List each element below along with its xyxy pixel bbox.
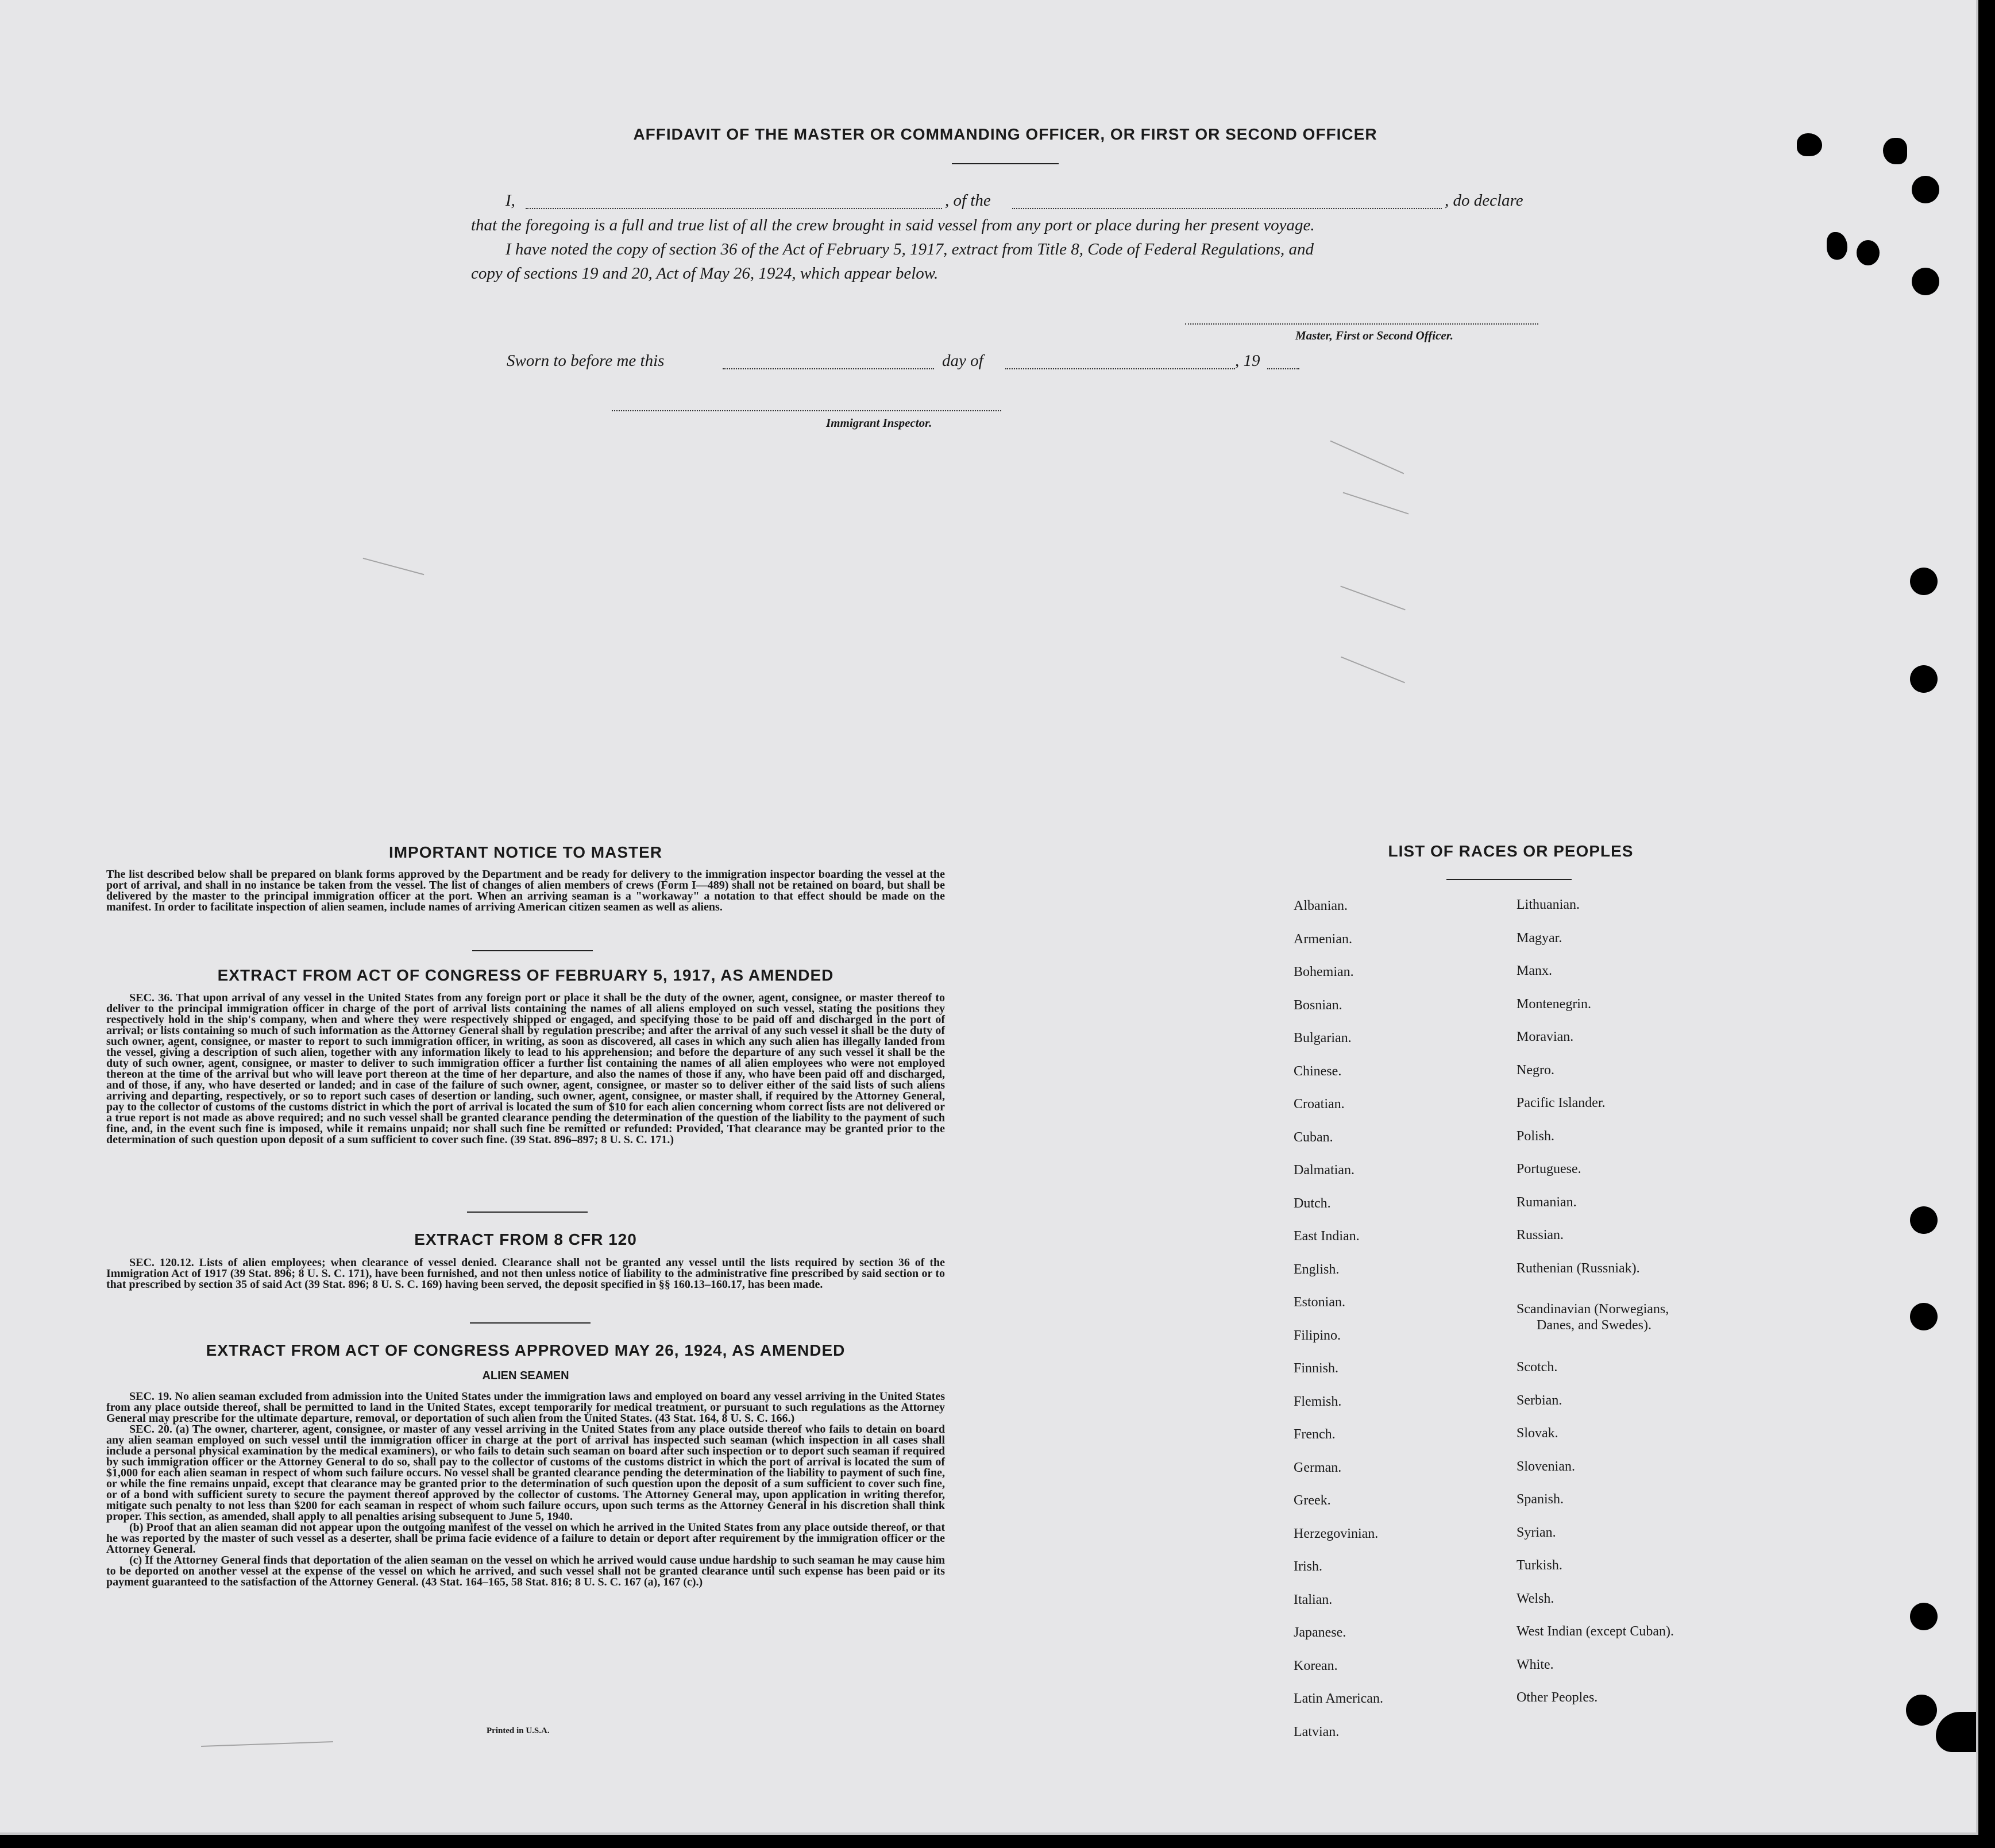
race-item: Dalmatian. bbox=[1294, 1163, 1355, 1178]
race-item: Bosnian. bbox=[1294, 998, 1342, 1013]
master-signature-line[interactable] bbox=[1185, 323, 1538, 325]
binder-hole-icon bbox=[1827, 232, 1847, 260]
pen-mark bbox=[363, 558, 425, 575]
race-item: Greek. bbox=[1294, 1493, 1331, 1508]
extract-1924-title: EXTRACT FROM ACT OF CONGRESS APPROVED MAY 26, 1924, AS AMENDED bbox=[206, 1341, 846, 1359]
race-item: West Indian (except Cuban). bbox=[1516, 1624, 1674, 1639]
race-item: Slovak. bbox=[1516, 1426, 1558, 1441]
binder-hole-icon bbox=[1797, 133, 1822, 156]
extract-cfr-rule bbox=[470, 1322, 591, 1324]
printed-in-usa: Printed in U.S.A. bbox=[487, 1726, 550, 1735]
binder-hole-icon bbox=[1910, 568, 1938, 595]
race-item: Turkish. bbox=[1516, 1558, 1562, 1573]
race-item: Finnish. bbox=[1294, 1361, 1339, 1376]
extract-1917-title: EXTRACT FROM ACT OF CONGRESS OF FEBRUARY 5, 1917, AS AMENDED bbox=[217, 966, 834, 984]
inspector-signature-line[interactable] bbox=[612, 410, 1001, 411]
race-item: Albanian. bbox=[1294, 898, 1348, 913]
pen-mark bbox=[201, 1741, 333, 1747]
race-item: East Indian. bbox=[1294, 1229, 1360, 1244]
race-item: Magyar. bbox=[1516, 931, 1562, 946]
race-item: Scandinavian (Norwegians, bbox=[1516, 1302, 1669, 1317]
affidavit-title: AFFIDAVIT OF THE MASTER OR COMMANDING OFFICER, OR FIRST OR SECOND OFFICER bbox=[633, 125, 1377, 143]
race-item: Armenian. bbox=[1294, 932, 1352, 947]
binder-hole-icon bbox=[1910, 665, 1938, 693]
extract-cfr-text: SEC. 120.12. Lists of alien employees; when clearance of vessel denied. Clearance shall not be granted any vessel until the lists required by section 36 of the Immigration Act of 1917 (39 Stat. 896; 8 U. S. C. 171), have been furnished, and not then unless notice of liability to the administrative fine prescribed by said section or to that prescribed by section 35 of said Act (39 Stat. 896; 8 U. S. C. 169) having been served, the deposit specified in §§ 160.13–160.17, has been made. bbox=[106, 1256, 945, 1291]
master-signature-label: Master, First or Second Officer. bbox=[1295, 329, 1453, 342]
race-item: Welsh. bbox=[1516, 1591, 1554, 1606]
year-text: , 19 bbox=[1235, 352, 1260, 370]
race-item: Spanish. bbox=[1516, 1492, 1564, 1507]
race-item: Flemish. bbox=[1294, 1394, 1342, 1409]
races-title: LIST OF RACES OR PEOPLES bbox=[1388, 842, 1634, 860]
race-item: Serbian. bbox=[1516, 1393, 1562, 1408]
race-item: Estonian. bbox=[1294, 1295, 1345, 1310]
race-item: Pacific Islander. bbox=[1516, 1095, 1606, 1110]
inspector-signature-label: Immigrant Inspector. bbox=[826, 416, 932, 430]
race-item: Negro. bbox=[1516, 1063, 1554, 1078]
day-of-text: day of bbox=[942, 352, 983, 370]
race-item: Filipino. bbox=[1294, 1328, 1341, 1343]
race-item: Japanese. bbox=[1294, 1625, 1346, 1640]
affidavit-i: I, bbox=[505, 191, 515, 210]
notice-rule bbox=[472, 950, 593, 951]
race-item: Slovenian. bbox=[1516, 1459, 1575, 1474]
race-item: Montenegrin. bbox=[1516, 997, 1591, 1012]
race-item: Russian. bbox=[1516, 1228, 1564, 1243]
race-item: Ruthenian (Russniak). bbox=[1516, 1261, 1640, 1276]
race-item: French. bbox=[1294, 1427, 1336, 1442]
sec-20b-text: (b) Proof that an alien seaman did not appear upon the outgoing manifest of the vessel on which he arrived in the United States from any place outside thereof, or that he was reported by the master of such vessel as a deserter, shall be prima facie evidence of a failure to detain or deport after requirement by the immigration officer or the Attorney General. bbox=[106, 1521, 945, 1556]
sworn-month-field[interactable] bbox=[1005, 368, 1235, 369]
affidavit-line-2: that the foregoing is a full and true list of all the crew brought in said vessel from any port or place during her present voyage. bbox=[471, 216, 1315, 234]
sworn-year-field[interactable] bbox=[1267, 368, 1299, 369]
binder-hole-icon bbox=[1906, 1695, 1937, 1726]
race-item: Other Peoples. bbox=[1516, 1690, 1598, 1705]
binder-hole-icon bbox=[1883, 138, 1907, 164]
affidavit-line-4: copy of sections 19 and 20, Act of May 26, 1924, which appear below. bbox=[471, 264, 939, 283]
pen-mark bbox=[1330, 441, 1404, 474]
sworn-day-field[interactable] bbox=[723, 368, 934, 369]
race-item: Herzegovinian. bbox=[1294, 1526, 1379, 1541]
binder-hole-icon bbox=[1910, 1206, 1938, 1234]
race-item: Rumanian. bbox=[1516, 1195, 1577, 1210]
pen-mark bbox=[1341, 657, 1405, 684]
extract-1924-body bbox=[106, 1391, 945, 1588]
title-underline bbox=[952, 163, 1059, 164]
race-item: Dutch. bbox=[1294, 1196, 1331, 1211]
extract-cfr-title: EXTRACT FROM 8 CFR 120 bbox=[414, 1230, 637, 1248]
torn-edge-icon bbox=[1936, 1712, 1976, 1752]
race-item: Polish. bbox=[1516, 1129, 1555, 1144]
affidavit-declare: , do declare bbox=[1445, 191, 1523, 210]
race-item: Portuguese. bbox=[1516, 1162, 1581, 1176]
binder-hole-icon bbox=[1912, 268, 1939, 295]
race-item: Cuban. bbox=[1294, 1130, 1333, 1145]
race-item: Bohemian. bbox=[1294, 964, 1354, 979]
name-field[interactable] bbox=[526, 208, 942, 209]
race-item: Croatian. bbox=[1294, 1097, 1345, 1112]
race-item: Lithuanian. bbox=[1516, 897, 1580, 912]
race-item: German. bbox=[1294, 1460, 1342, 1475]
affidavit-of-the: , of the bbox=[945, 191, 991, 210]
affidavit-line-3: I have noted the copy of section 36 of the Act of February 5, 1917, extract from Title 8, Code of Federal Regulations, and bbox=[505, 240, 1314, 259]
pen-mark bbox=[1343, 492, 1409, 515]
sec-20a-text: SEC. 20. (a) The owner, charterer, agent, consignee, or master of any vessel arriving in the United States from any place outside thereof who fails to detain on board any alien seaman employed on such vessel until the immigration officer in charge at the port of arrival has inspected such seaman (which inspection in all cases shall include a personal physical examination by the medical examiners), or who fails to detain such seaman on board after such inspection or to deport such seaman if required by such immigration officer or the Attorney General to do so, shall pay to the collector of customs of the customs district in which the port of arrival is located the sum of $1,000 for each alien seaman in respect of whom such failure occurs. No vessel shall be granted clearance pending the determination of the liability to payment of such fine, or while the fine remains unpaid, except that clearance may be granted prior to the determination of such question upon the deposit of a sum sufficient to cover such fine, or of a bond with sufficient surety to secure the payment thereof approved by the collector of customs. The Attorney General may, upon application in writing therefor, mitigate such penalty to not less than $200 for each seaman in respect of whom such failure occurs, upon such terms as the Attorney General in his discretion shall think proper. This section, as amended, shall apply to all penalties arising subsequent to June 5, 1940. bbox=[106, 1423, 945, 1523]
race-item: Chinese. bbox=[1294, 1064, 1342, 1079]
race-item: Korean. bbox=[1294, 1658, 1338, 1673]
race-item: Manx. bbox=[1516, 963, 1552, 978]
race-item: White. bbox=[1516, 1657, 1554, 1672]
extract-1917-rule bbox=[467, 1212, 588, 1213]
race-item: Latvian. bbox=[1294, 1724, 1340, 1739]
race-item: Scotch. bbox=[1516, 1360, 1558, 1375]
vessel-field[interactable] bbox=[1012, 208, 1442, 209]
binder-hole-icon bbox=[1910, 1303, 1938, 1330]
binder-hole-icon bbox=[1910, 1603, 1938, 1630]
race-item: Italian. bbox=[1294, 1592, 1333, 1607]
extract-1917-text: SEC. 36. That upon arrival of any vessel in the United States from any foreign port or place it shall be the duty of the owner, agent, consignee, or master thereof to deliver to the principal immigration officer in charge of the port of arrival lists containing the names of all aliens employed on such vessel, stating the positions they respectively hold in the ship's company, when and where they were respectively shipped or engaged, and specifying those to be paid off and discharged in the port of arrival; or lists containing so much of such information as the Attorney General shall by regulation prescribe; and after the arrival of any such vessel it shall be the duty of such owner, agent, consignee, or master to report to such immigration officer, in writing, as soon as discovered, all cases in which any such alien has illegally landed from the vessel, giving a description of such alien, together with any information likely to lead to his apprehension; and before the departure of any such vessel it shall be the duty of such owner, agent, consignee, or master to deliver to such immigration officer a further list containing the names of all alien employees who were not employed thereon at the time of the arrival but who will leave port thereon at the time of her departure, and also the names of those if any, who have been paid off and discharged, and of those, if any, who have deserted or landed; and in case of the failure of such owner, agent, consignee, or master so to deliver either of the said lists of such aliens arriving and departing, respectively, or so to report such cases of desertion or landing, such owner, agent, consignee, or master shall, if required by the Attorney General, pay to the collector of customs of the customs district in which the port of arrival is located the sum of $10 for each alien concerning whom correct lists are not delivered or a true report is not made as above required; and no such vessel shall be granted clearance pending the determination of the question of the liability to the payment of such fine, and, in the event such fine is imposed, while it remains unpaid; nor shall such fine be remitted or refunded: Provided, That clearance may be granted prior to the determination of such question upon deposit of a sum sufficient to cover such fine. (39 Stat. 896–897; 8 U. S. C. 171.) bbox=[106, 991, 945, 1146]
sec-20c-text: (c) If the Attorney General finds that deportation of the alien seaman on the vessel on which he arrived would cause undue hardship to such seaman he may cause him to be deported on another vessel at the expense of the vessel on which he arrived, and such vessel shall not be granted clearance until such expense has been paid or its payment guaranteed to the satisfaction of the Attorney General. (43 Stat. 164–165, 58 Stat. 816; 8 U. S. C. 167 (a), 167 (c).) bbox=[106, 1554, 945, 1588]
binder-hole-icon bbox=[1857, 240, 1880, 265]
race-item: Syrian. bbox=[1516, 1525, 1556, 1540]
sec-19-text: SEC. 19. No alien seaman excluded from admission into the United States under the immigration laws and employed on board any vessel arriving in the United States from any place outside thereof, shall be permitted to land in the United States, except temporarily for medical treatment, or pursuant to such regulations as the Attorney General may prescribe for the ultimate departure, removal, or deportation of such alien from the United States. (43 Stat. 164, 8 U. S. C. 166.) bbox=[106, 1390, 945, 1425]
races-rule bbox=[1446, 879, 1572, 880]
race-item: Latin American. bbox=[1294, 1691, 1383, 1706]
race-item: Moravian. bbox=[1516, 1029, 1574, 1044]
race-item: English. bbox=[1294, 1262, 1340, 1277]
race-item: Irish. bbox=[1294, 1559, 1322, 1574]
binder-hole-icon bbox=[1912, 176, 1939, 203]
sworn-text: Sworn to before me this bbox=[507, 352, 665, 370]
pen-mark bbox=[1340, 586, 1405, 611]
race-item: Bulgarian. bbox=[1294, 1031, 1352, 1045]
notice-title: IMPORTANT NOTICE TO MASTER bbox=[388, 843, 663, 861]
race-item: Danes, and Swedes). bbox=[1537, 1318, 1651, 1333]
notice-text: The list described below shall be prepared on blank forms approved by the Department and be ready for delivery to the immigration inspector boarding the vessel at the port of arrival, and shall in no instance be taken from the vessel. The list of changes of alien members of crews (Form I—489) shall not be retained on board, but shall be delivered by the master to the principal immigration officer at the port. When an arriving seaman is a "workaway" a notation to that effect should be made on the manifest. In order to facilitate inspection of alien seamen, include names of arriving American citizen seamen as well as aliens. bbox=[106, 868, 945, 913]
alien-seamen-subtitle: ALIEN SEAMEN bbox=[482, 1369, 569, 1382]
